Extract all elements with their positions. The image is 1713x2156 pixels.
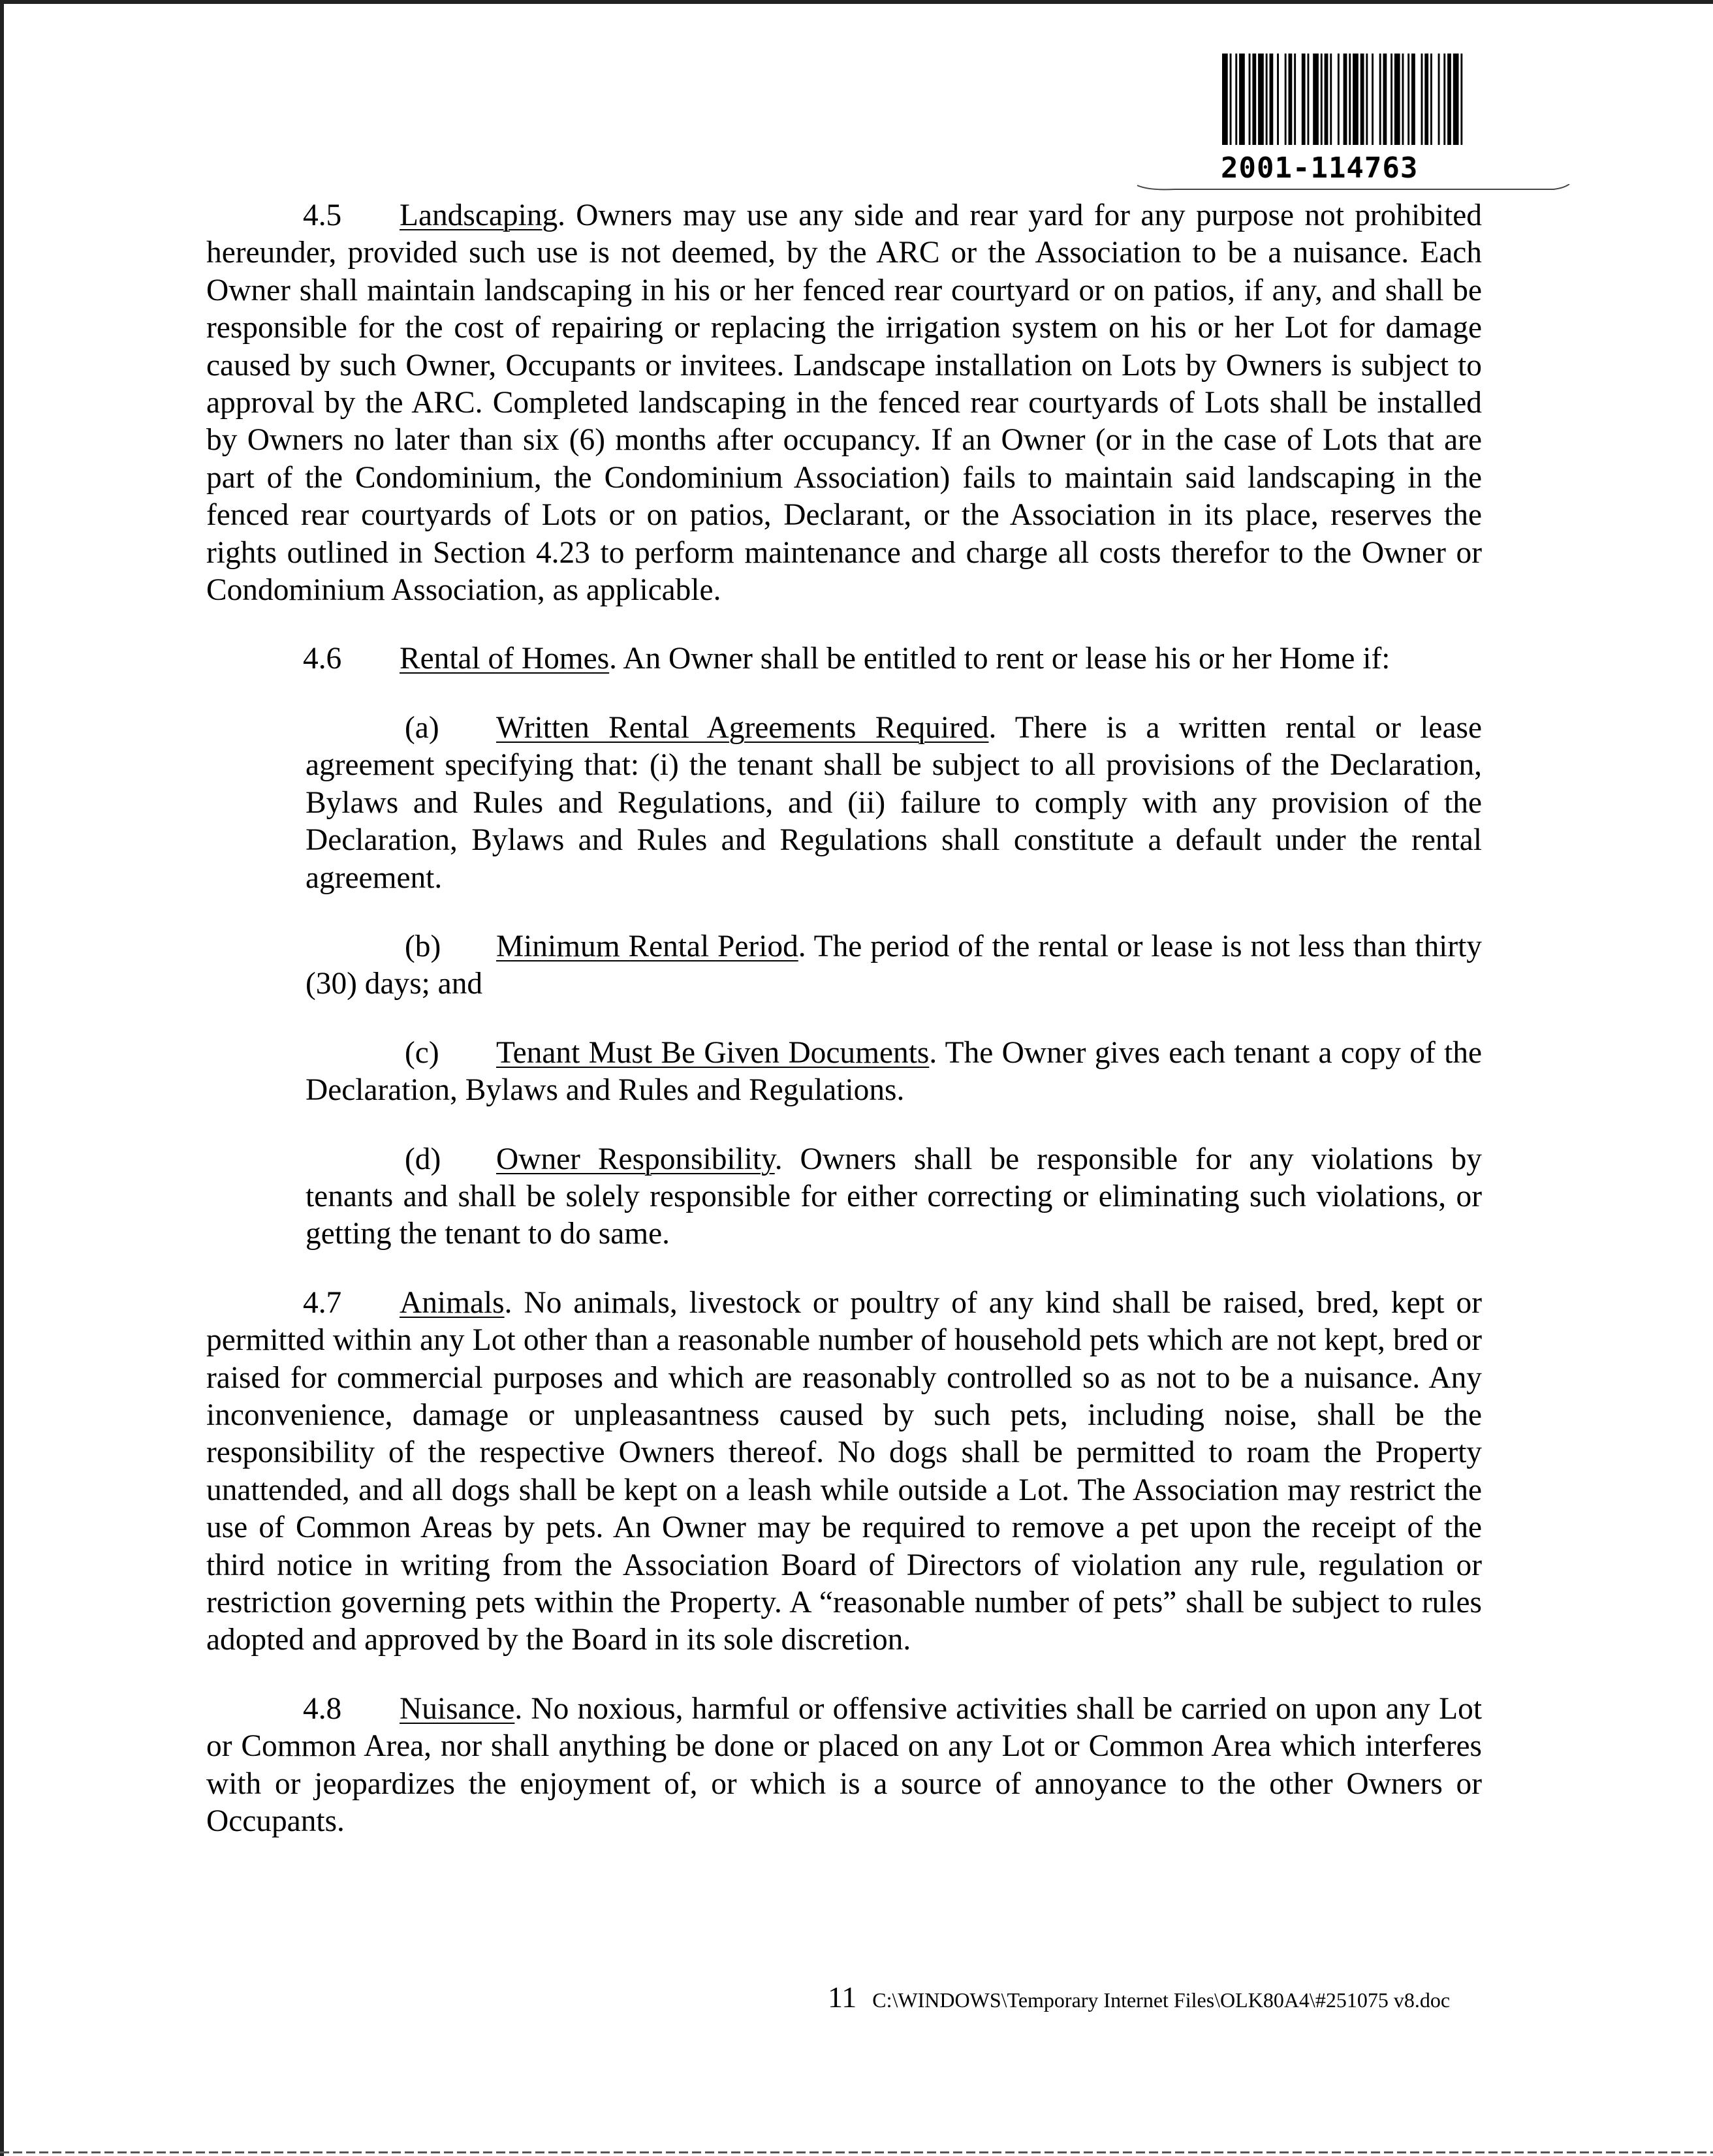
section-heading: Rental of Homes (400, 642, 610, 676)
subsection-heading: Minimum Rental Period (496, 929, 798, 963)
subsection-a (306, 710, 1482, 897)
subsection-d (306, 1141, 1482, 1253)
section-text: . No animals, livestock or poultry of any kind shall be raised, bred, kept or permitted within any Lot other than a reasonable number of household pets which are not kept, bred or raised for commercial purposes and which are reasonably controlled so as not to be a nuisance. Any inconvenience, damage or unpleasantness caused by such pets, including noise, shall be the responsibility of the respective Owners thereof. No dogs shall be permitted to roam the Property unattended, and all dogs shall be kept on a leash while outside a Lot. The Association may restrict the use of Common Areas by pets. An Owner may be required to remove a pet upon the receipt of the third notice in writing from the Association Board of Directors of violation any rule, regulation or restriction governing pets within the Property. A “reasonable number of pets” shall be subject to rules adopted and approved by the Board in its sole discretion. (206, 1285, 1482, 1657)
section-heading: Animals (400, 1285, 505, 1320)
section-4-6 (206, 640, 1482, 678)
subsection-text: . There is a written rental or lease agreement specifying that: (i) the tenant shall be subject to all provisions of the Declaration, Bylaws and Rules and Regulations, and (ii) failure to comply with any provision of the Declaration, Bylaws and Rules and Regulations shall constitute a default under the rental agreement. (306, 710, 1482, 895)
subsection-heading: Owner Responsibility (496, 1142, 775, 1176)
subsection-tag: (d) (405, 1142, 441, 1176)
section-4-5 (206, 197, 1482, 609)
page-edge-left (0, 0, 4, 2156)
recording-number: 2001-114763 (1221, 151, 1419, 185)
section-number: 4.7 (303, 1285, 342, 1320)
subsection-c (306, 1035, 1482, 1110)
document-body (206, 197, 1482, 1840)
subsection-b (306, 928, 1482, 1003)
subsection-heading: Tenant Must Be Given Documents (496, 1035, 930, 1070)
page-number: 11 (828, 1980, 857, 2014)
file-path: C:\WINDOWS\Temporary Internet Files\OLK80A4\#251075 v8.doc (872, 1988, 1451, 2012)
section-4-8 (206, 1691, 1482, 1841)
page-edge-bottom (0, 2151, 1713, 2153)
subsection-text: . The period of the rental or lease is not less than thirty (30) days; and (306, 929, 1482, 1001)
section-number: 4.5 (303, 198, 342, 232)
subsection-text: . The Owner gives each tenant a copy of the Declaration, Bylaws and Rules and Regulations. (306, 1035, 1482, 1108)
subsection-text: . Owners shall be responsible for any violations by tenants and shall be solely responsible for either correcting or eliminating such violations, or getting the tenant to do same. (306, 1142, 1482, 1251)
barcode-icon (1219, 54, 1520, 145)
section-heading: Nuisance (400, 1691, 515, 1726)
section-text: . Owners may use any side and rear yard for any purpose not prohibited hereunder, provided such use is not deemed, by the ARC or the Association to be a nuisance. Each Owner shall maintain landscaping in his or her fenced rear courtyard or on patios, if any, and shall be responsible for the cost of repairing or replacing the irrigation system on his or her Lot for damage caused by such Owner, Occupants or invitees. Landscape installation on Lots by Owners is subject to approval by the ARC. Completed landscaping in the fenced rear courtyards of Lots shall be installed by Owners no later than six (6) months after occupancy. If an Owner (or in the case of Lots that are part of the Condominium, the Condominium Association) fails to maintain said landscaping in the fenced rear courtyards of Lots or on patios, Declarant, or the Association in its place, reserves the rights outlined in Section 4.23 to perform maintenance and charge all costs therefor to the Owner or Condominium Association, as applicable. (206, 198, 1482, 608)
section-text: . No noxious, harmful or offensive activities shall be carried on upon any Lot or Common Area, nor shall anything be done or placed on any Lot or Common Area which interferes with or jeopardizes the enjoyment of, or which is a source of annoyance to the other Owners or Occupants. (206, 1691, 1482, 1839)
page-edge-top (0, 0, 1713, 4)
page-footer (828, 1980, 1487, 2014)
section-heading: Landscaping (400, 198, 558, 232)
subsection-heading: Written Rental Agreements Required (496, 710, 989, 745)
subsection-tag: (b) (405, 929, 441, 963)
section-4-7 (206, 1285, 1482, 1659)
section-number: 4.6 (303, 642, 342, 676)
recording-stamp (1219, 54, 1520, 185)
subsection-tag: (a) (405, 710, 439, 745)
stamp-underline (1136, 184, 1571, 193)
subsection-tag: (c) (405, 1035, 439, 1070)
section-text: . An Owner shall be entitled to rent or lease his or her Home if: (609, 642, 1391, 676)
section-number: 4.8 (303, 1691, 342, 1726)
